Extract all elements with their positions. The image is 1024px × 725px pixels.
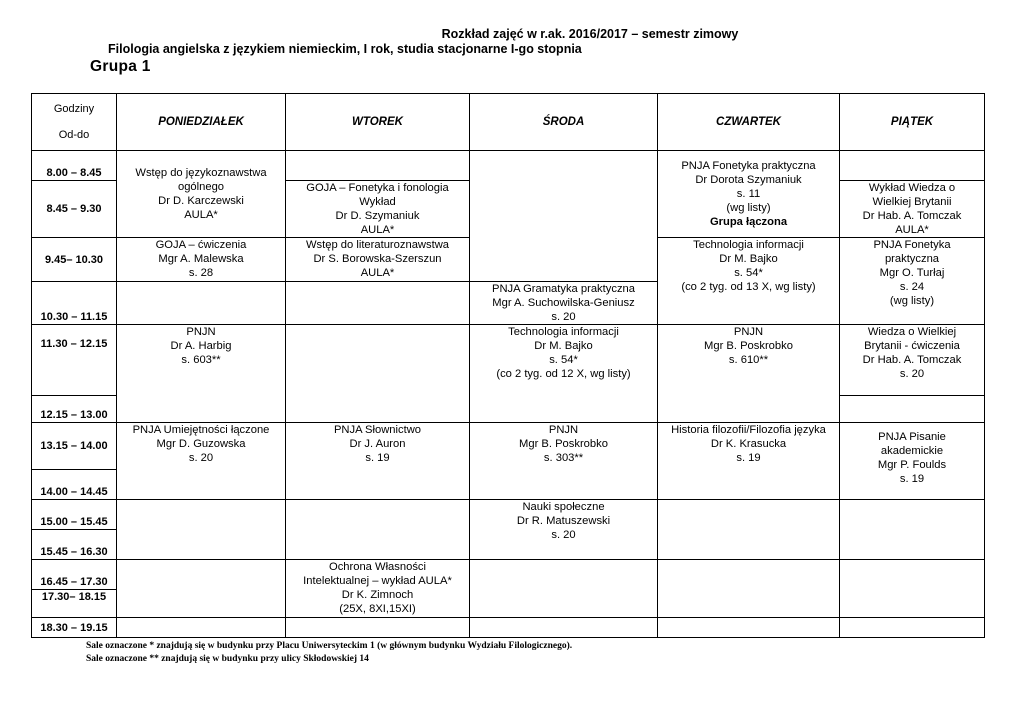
class-cell-fri-1 bbox=[840, 181, 985, 238]
class-line: Dr Hab. A. Tomczak bbox=[862, 210, 962, 222]
class-line: s. 54* bbox=[549, 354, 578, 366]
class-line: Ochrona Własności bbox=[329, 561, 426, 573]
class-line: Mgr B. Poskrobko bbox=[519, 438, 608, 450]
class-line: Dr A. Harbig bbox=[170, 340, 232, 352]
day-header-friday: PIĄTEK bbox=[840, 94, 985, 151]
class-cell-tue-4 bbox=[286, 423, 470, 500]
class-line: Mgr D. Guzowska bbox=[156, 438, 246, 450]
empty-cell bbox=[470, 560, 658, 618]
class-line: Mgr A. Malewska bbox=[158, 253, 244, 265]
time-slot: 10.30 – 11.15 bbox=[32, 282, 117, 325]
class-line: PNJN bbox=[186, 326, 216, 338]
empty-cell bbox=[117, 282, 286, 325]
empty-cell bbox=[840, 500, 985, 560]
day-header-wednesday: ŚRODA bbox=[470, 94, 658, 151]
time-slot: 8.45 – 9.30 bbox=[32, 181, 117, 238]
class-cell-thu-3 bbox=[658, 325, 840, 423]
class-cell-wed-4 bbox=[470, 423, 658, 500]
class-line: Dr K. Krasucka bbox=[710, 438, 787, 450]
class-line: Dr S. Borowska-Szerszun bbox=[313, 253, 442, 265]
class-line: s. 19 bbox=[365, 452, 390, 464]
class-line: s. 20 bbox=[551, 311, 576, 323]
class-line: praktyczna bbox=[884, 253, 940, 265]
class-line: (25X, 8XI,15XI) bbox=[339, 603, 416, 615]
class-line: s. 20 bbox=[899, 368, 925, 380]
empty-cell bbox=[117, 500, 286, 560]
class-line: Dr M. Bajko bbox=[719, 253, 778, 265]
class-line: s. 54* bbox=[734, 267, 763, 279]
class-line: Wiedza o Wielkiej bbox=[867, 326, 957, 338]
class-line: Grupa łączona bbox=[709, 216, 788, 228]
class-line: Wykład Wiedza o bbox=[868, 182, 956, 194]
class-line: s. 20 bbox=[551, 529, 576, 541]
class-line: s. 20 bbox=[188, 452, 214, 464]
class-line: Dr K. Zimnoch bbox=[341, 589, 414, 601]
class-cell-fri-3 bbox=[840, 325, 985, 396]
empty-cell bbox=[658, 618, 840, 638]
time-slot: 12.15 – 13.00 bbox=[32, 396, 117, 423]
class-line: Wielkiej Brytanii bbox=[872, 196, 952, 208]
empty-cell bbox=[470, 618, 658, 638]
time-slot: 9.45– 10.30 bbox=[32, 238, 117, 282]
empty-cell bbox=[840, 618, 985, 638]
class-line: PNJA Umiejętności łączone bbox=[132, 424, 270, 436]
class-line: Dr M. Bajko bbox=[534, 340, 593, 352]
empty-cell bbox=[286, 618, 470, 638]
class-line: PNJA Fonetyka praktyczna bbox=[681, 160, 816, 172]
time-slot: 14.00 – 14.45 bbox=[32, 470, 117, 500]
class-line: Wykład bbox=[359, 196, 396, 208]
class-cell-wed-3 bbox=[470, 325, 658, 423]
class-line: AULA* bbox=[184, 209, 218, 221]
time-slot: 18.30 – 19.15 bbox=[32, 618, 117, 638]
empty-cell bbox=[840, 560, 985, 618]
empty-cell bbox=[117, 618, 286, 638]
class-line: Mgr A. Suchowilska-Geniusz bbox=[492, 297, 635, 309]
class-line: Technologia informacji bbox=[693, 239, 804, 251]
class-cell-wed-2 bbox=[470, 282, 658, 325]
class-line: Dr Dorota Szymaniuk bbox=[695, 174, 802, 186]
time-slot: 15.45 – 16.30 bbox=[32, 530, 117, 560]
class-cell-tue-6 bbox=[286, 560, 470, 618]
class-line: Mgr B. Poskrobko bbox=[704, 340, 793, 352]
class-line: GOJA – Fonetyka i fonologia bbox=[306, 182, 449, 194]
class-cell-mon-4 bbox=[117, 423, 286, 500]
empty-cell bbox=[840, 151, 985, 181]
empty-cell bbox=[286, 282, 470, 325]
class-line: Mgr O. Turłaj bbox=[879, 267, 945, 279]
class-line: AULA* bbox=[360, 267, 395, 279]
class-cell-fri-2 bbox=[840, 238, 985, 325]
empty-cell bbox=[658, 560, 840, 618]
empty-cell bbox=[286, 500, 470, 560]
class-line: s. 610** bbox=[728, 354, 769, 366]
class-line: s. 19 bbox=[736, 452, 761, 464]
class-cell-fri-4 bbox=[840, 423, 985, 500]
class-line: s. 19 bbox=[899, 473, 925, 485]
class-line: GOJA – ćwiczenia bbox=[155, 239, 247, 251]
class-line: Mgr P. Foulds bbox=[877, 459, 947, 471]
class-line: Nauki społeczne bbox=[522, 501, 605, 513]
class-line: (co 2 tyg. od 13 X, wg listy) bbox=[681, 281, 816, 293]
time-slot: 15.00 – 15.45 bbox=[32, 500, 117, 530]
class-line: AULA* bbox=[360, 224, 395, 236]
class-cell-tue-2 bbox=[286, 238, 470, 282]
class-line: PNJA Gramatyka praktyczna bbox=[491, 283, 635, 295]
timetable bbox=[31, 93, 985, 638]
time-column-header bbox=[32, 94, 117, 151]
time-slot: 8.00 – 8.45 bbox=[32, 151, 117, 181]
class-line: PNJN bbox=[548, 424, 579, 436]
time-slot: 13.15 – 14.00 bbox=[32, 423, 117, 470]
class-line: Technologia informacji bbox=[508, 326, 619, 338]
class-line: Brytanii - ćwiczenia bbox=[864, 340, 960, 352]
schedule-title: Rozkład zajęć w r.ak. 2016/2017 – semestr zimowy bbox=[441, 27, 739, 41]
time-header-top: Godziny bbox=[53, 103, 95, 115]
class-line: Wstęp do językoznawstwa bbox=[135, 167, 267, 179]
class-cell-mon-1 bbox=[117, 151, 286, 238]
class-line: (wg listy) bbox=[889, 295, 935, 307]
class-line: Intelektualnej – wykład AULA* bbox=[303, 575, 452, 587]
class-cell-thu-4 bbox=[658, 423, 840, 500]
day-header-tuesday: WTOREK bbox=[286, 94, 470, 151]
header-row bbox=[32, 94, 985, 151]
footnote-double-star: Sale oznaczone ** znajdują się w budynku przy ulicy Skłodowskiej 14 bbox=[86, 654, 369, 664]
class-cell-thu-2 bbox=[658, 238, 840, 325]
class-line: Dr J. Auron bbox=[349, 438, 406, 450]
class-line: Dr D. Szymaniuk bbox=[335, 210, 420, 222]
class-line: s. 303** bbox=[543, 452, 584, 464]
time-slot: 11.30 – 12.15 bbox=[32, 325, 117, 396]
group-label: Grupa 1 bbox=[90, 58, 151, 75]
class-line: Historia filozofii/Filozofia języka bbox=[671, 424, 826, 436]
class-line: PNJA Fonetyka bbox=[873, 239, 951, 251]
footnote-single-star: Sale oznaczone * znajdują się w budynku przy Placu Uniwersyteckim 1 (w głównym budynku Wydziału Filologicznego). bbox=[86, 641, 573, 651]
program-subtitle: Filologia angielska z językiem niemieckim, I rok, studia stacjonarne I-go stopnia bbox=[108, 42, 582, 56]
class-line: PNJA Słownictwo bbox=[333, 424, 422, 436]
class-line: PNJA Pisanie bbox=[878, 431, 946, 443]
day-header-thursday: CZWARTEK bbox=[658, 94, 840, 151]
class-line: Dr D. Karczewski bbox=[158, 195, 244, 207]
empty-cell bbox=[470, 151, 658, 282]
time-header-bottom: Od-do bbox=[58, 129, 90, 141]
class-cell-tue-1 bbox=[286, 181, 470, 238]
class-line: Dr R. Matuszewski bbox=[516, 515, 611, 527]
class-line: s. 28 bbox=[188, 267, 214, 279]
class-line: s. 24 bbox=[899, 281, 925, 293]
empty-cell bbox=[658, 500, 840, 560]
class-line: (wg listy) bbox=[726, 202, 771, 214]
time-slot: 17.30– 18.15 bbox=[32, 590, 117, 618]
class-line: AULA* bbox=[895, 224, 929, 236]
time-slot: 16.45 – 17.30 bbox=[32, 560, 117, 590]
class-line: ogólnego bbox=[177, 181, 225, 193]
class-line: s. 603** bbox=[181, 354, 221, 366]
day-header-monday: PONIEDZIAŁEK bbox=[117, 94, 286, 151]
class-line: Dr Hab. A. Tomczak bbox=[862, 354, 962, 366]
empty-cell bbox=[117, 560, 286, 618]
class-line: Wstęp do literaturoznawstwa bbox=[305, 239, 449, 251]
empty-cell bbox=[840, 396, 985, 423]
class-line: akademickie bbox=[880, 445, 944, 457]
class-line: (co 2 tyg. od 12 X, wg listy) bbox=[496, 368, 631, 380]
class-cell-mon-2 bbox=[117, 238, 286, 282]
class-cell-thu-1 bbox=[658, 151, 840, 238]
class-line: s. 11 bbox=[736, 188, 761, 200]
class-line: PNJN bbox=[733, 326, 764, 338]
class-cell-mon-3 bbox=[117, 325, 286, 423]
class-cell-wed-5 bbox=[470, 500, 658, 560]
empty-cell bbox=[286, 151, 470, 181]
empty-cell bbox=[286, 325, 470, 423]
